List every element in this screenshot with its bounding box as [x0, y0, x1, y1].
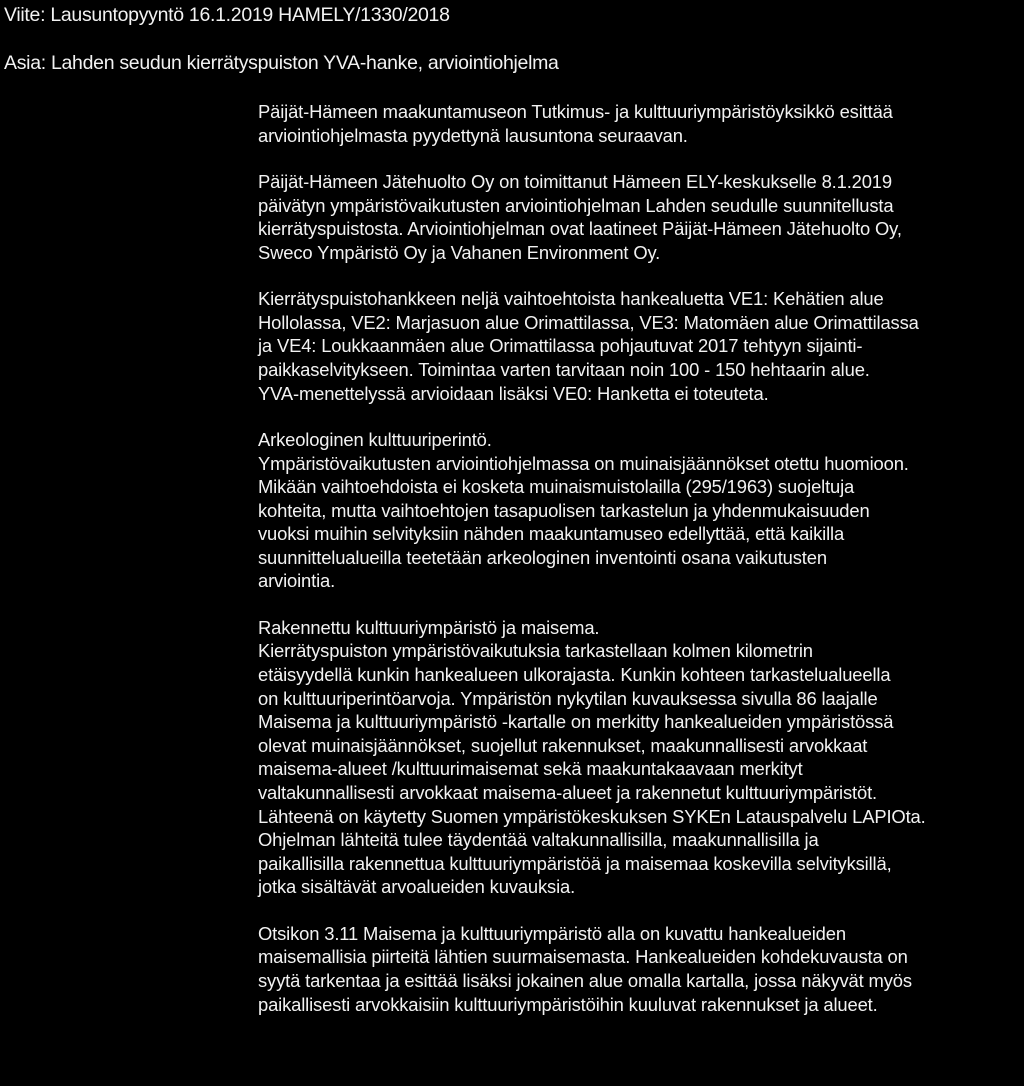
- text-line: Kierrätyspuiston ympäristövaikutuksia tarkastellaan kolmen kilometrin: [258, 640, 813, 662]
- text-line: arviointia.: [258, 570, 336, 592]
- built-environment-paragraph: [258, 616, 1024, 899]
- section-heading: Arkeologinen kulttuuriperintö.: [258, 428, 492, 450]
- text-line: paikallisesti arvokkaisiin kulttuuriympäristöihin kuuluvat rakennukset ja alueet.: [258, 993, 878, 1015]
- text-line: maisema-alueet /kulttuurimaisemat sekä maakuntakaavaan merkityt: [258, 758, 803, 780]
- text-line: Lähteenä on käytetty Suomen ympäristökeskuksen SYKEn Latauspalvelu LAPIOta.: [258, 805, 926, 827]
- text-line: päivätyn ympäristövaikutusten arviointiohjelman Lahden seudulle suunnitellusta: [258, 194, 894, 216]
- text-line: Päijät-Hämeen maakuntamuseon Tutkimus- ja kulttuuriympäristöyksikkö esittää: [258, 101, 893, 122]
- statement-body: [258, 100, 1024, 1039]
- text-line: YVA-menettelyssä arvioidaan lisäksi VE0: Hanketta ei toteuteta.: [258, 382, 769, 404]
- text-line: on kulttuuriperintöarvoja. Ympäristön nykytilan kuvauksessa sivulla 86 laajalle: [258, 687, 878, 709]
- text-line: Mikään vaihtoehdoista ei kosketa muinaismuistolailla (295/1963) suojeltuja: [258, 476, 855, 498]
- text-line: kierrätyspuistosta. Arviointiohjelman ovat laatineet Päijät-Hämeen Jätehuolto Oy,: [258, 218, 902, 240]
- alternatives-paragraph: [258, 287, 1024, 405]
- background-paragraph: [258, 170, 1024, 264]
- text-line: kohteita, mutta vaihtoehtojen tasapuolisen tarkastelun ja yhdenmukaisuuden: [258, 499, 870, 521]
- text-line: olevat muinaisjäännökset, suojellut rakennukset, maakunnallisesti arvokkaat: [258, 734, 868, 756]
- text-line: paikkaselvitykseen. Toimintaa varten tarvitaan noin 100 - 150 hehtaarin alue.: [258, 358, 870, 380]
- reference-line: Viite: Lausuntopyyntö 16.1.2019 HAMELY/1330/2018: [4, 4, 450, 26]
- section-heading: Rakennettu kulttuuriympäristö ja maisema.: [258, 616, 600, 638]
- text-line: jotka sisältävät arvoalueiden kuvauksia.: [258, 876, 576, 898]
- landscape-paragraph: [258, 922, 1024, 1016]
- archaeology-paragraph: [258, 428, 1024, 593]
- text-line: valtakunnallisesti arvokkaat maisema-alueet ja rakennetut kulttuuriympäristöt.: [258, 782, 877, 804]
- text-line: syytä tarkentaa ja esittää lisäksi jokainen alue omalla kartalla, jossa näkyvät myös: [258, 969, 912, 991]
- text-line: vuoksi muihin selvityksiin nähden maakuntamuseo edellyttää, että kaikilla: [258, 523, 845, 545]
- text-line: Otsikon 3.11 Maisema ja kulttuuriympäristö alla on kuvattu hankealueiden: [258, 922, 846, 944]
- text-line: maisemallisia piirteitä lähtien suurmaisemasta. Hankealueiden kohdekuvausta on: [258, 946, 908, 968]
- text-line: arviointiohjelmasta pyydettynä lausuntona seuraavan.: [258, 124, 688, 146]
- text-line: paikallisilla rakennettua kulttuuriympäristöä ja maisemaa koskevilla selvityksillä,: [258, 852, 892, 874]
- text-line: Sweco Ympäristö Oy ja Vahanen Environment Oy.: [258, 241, 661, 263]
- subject-line: Asia: Lahden seudun kierrätyspuiston YVA-hanke, arviointiohjelma: [4, 52, 559, 74]
- text-line: Päijät-Hämeen Jätehuolto Oy on toimittanut Hämeen ELY-keskukselle 8.1.2019: [258, 170, 892, 192]
- text-line: Ympäristövaikutusten arviointiohjelmassa on muinaisjäännökset otettu huomioon.: [258, 452, 909, 474]
- text-line: suunnittelualueilla teetetään arkeologinen inventointi osana vaikutusten: [258, 546, 827, 568]
- text-line: ja VE4: Loukkaanmäen alue Orimattilassa pohjautuvat 2017 tehtyyn sijainti-: [258, 335, 863, 357]
- text-line: Kierrätyspuistohankkeen neljä vaihtoehtoista hankealuetta VE1: Kehätien alue: [258, 288, 884, 310]
- text-line: Maisema ja kulttuuriympäristö -kartalle on merkitty hankealueiden ympäristössä: [258, 711, 894, 733]
- intro-paragraph: [258, 100, 1024, 147]
- text-line: Ohjelman lähteitä tulee täydentää valtakunnallisilla, maakunnallisilla ja: [258, 829, 819, 851]
- text-line: etäisyydellä kunkin hankealueen ulkorajasta. Kunkin kohteen tarkastelualueella: [258, 664, 891, 686]
- text-line: Hollolassa, VE2: Marjasuon alue Orimattilassa, VE3: Matomäen alue Orimattilassa: [258, 311, 919, 333]
